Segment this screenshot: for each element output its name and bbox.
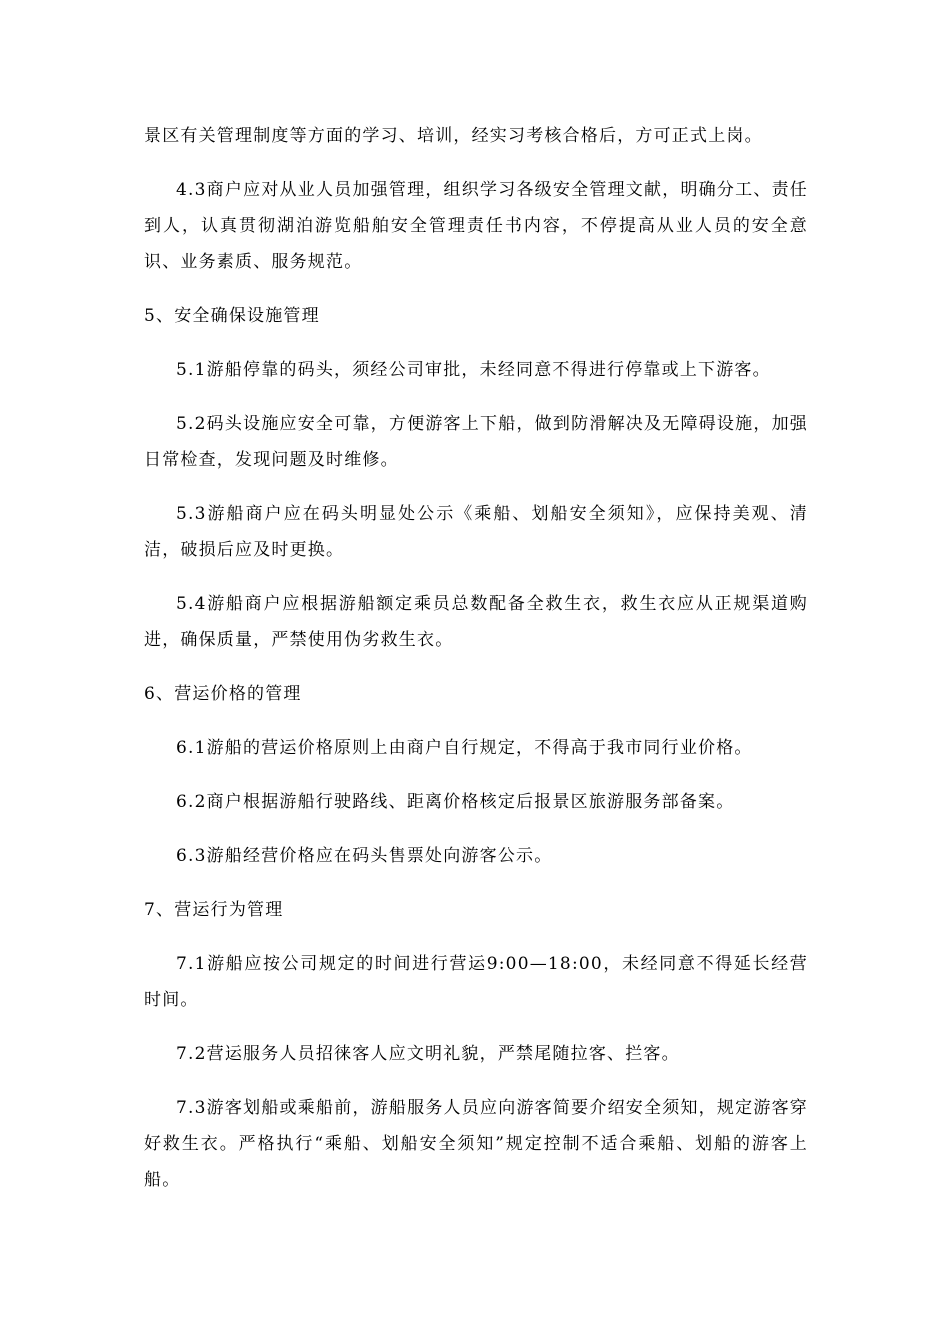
paragraph-6-3: 6.3游船经营价格应在码头售票处向游客公示。 [176,846,553,866]
paragraph-7-1: 7.1游船应按公司规定的时间进行营运9:00—18:00，未经同意不得延长经营时间。 [144,954,808,1010]
document-page [144,118,808,1216]
paragraph-7-2: 7.2营运服务人员招徕客人应文明礼貌，严禁尾随拉客、拦客。 [176,1044,680,1064]
paragraph-continuation: 景区有关管理制度等方面的学习、培训，经实习考核合格后，方可正式上岗。 [144,126,763,146]
paragraph-5-3: 5.3游船商户应在码头明显处公示《乘船、划船安全须知》，应保持美观、清洁，破损后应及时更换。 [144,504,808,560]
section-heading-7: 7、营运行为管理 [144,900,284,920]
section-heading-5: 5、安全确保设施管理 [144,306,320,326]
paragraph-6-2: 6.2商户根据游船行驶路线、距离价格核定后报景区旅游服务部备案。 [176,792,735,812]
paragraph-6-1: 6.1游船的营运价格原则上由商户自行规定，不得高于我市同行业价格。 [176,738,753,758]
section-heading-6: 6、营运价格的管理 [144,684,302,704]
paragraph-7-3: 7.3游客划船或乘船前，游船服务人员应向游客简要介绍安全须知，规定游客穿好救生衣。严格执行“乘船、划船安全须知”规定控制不适合乘船、划船的游客上船。 [144,1098,808,1190]
paragraph-4-3: 4.3商户应对从业人员加强管理，组织学习各级安全管理文献，明确分工、责任到人，认真贯彻湖泊游览船舶安全管理责任书内容，不停提高从业人员的安全意识、业务素质、服务规范。 [144,180,808,272]
paragraph-5-4: 5.4游船商户应根据游船额定乘员总数配备全救生衣，救生衣应从正规渠道购进，确保质量，严禁使用伪劣救生衣。 [144,594,808,650]
paragraph-5-2: 5.2码头设施应安全可靠，方便游客上下船，做到防滑解决及无障碍设施，加强日常检查，发现问题及时维修。 [144,414,808,470]
paragraph-5-1: 5.1游船停靠的码头，须经公司审批，未经同意不得进行停靠或上下游客。 [176,360,771,380]
